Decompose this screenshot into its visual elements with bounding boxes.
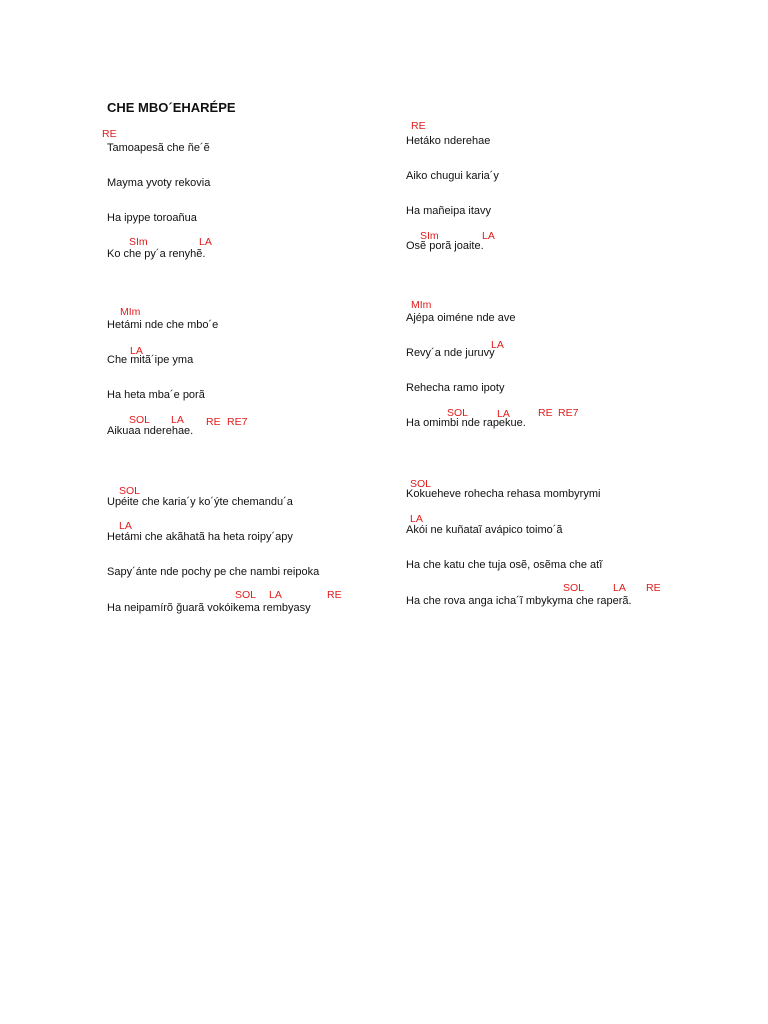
- chord: RE: [646, 582, 661, 594]
- chord: SIm: [129, 236, 148, 248]
- lyric-line: Ha mañeipa itavy: [406, 205, 491, 217]
- lyric-line: Che mitã´ipe yma: [107, 354, 194, 366]
- chord: SOL: [235, 589, 257, 601]
- lyric-line: Revy´a nde juruvy: [406, 347, 495, 359]
- chord: SOL: [410, 478, 432, 490]
- chord: LA: [613, 582, 626, 594]
- chord: LA: [119, 520, 132, 532]
- chord: SIm: [420, 230, 439, 242]
- lyric-line: Osẽ porã joaite.: [406, 240, 484, 252]
- lyric-line: Upéite che karia´y ko´ýte chemandu´a: [107, 496, 293, 508]
- chord: RE7: [558, 407, 579, 419]
- lyric-line: Hetámi che akãhatã ha heta roipy´apy: [107, 531, 293, 543]
- lyric-line: Rehecha ramo ipoty: [406, 382, 505, 394]
- lyric-line: Aikuaa nderehae.: [107, 425, 194, 437]
- chord: RE7: [227, 416, 248, 428]
- lyric-line: Ha omimbi nde rapekue.: [406, 417, 526, 429]
- lyric-line: Aiko chugui karia´y: [406, 170, 499, 182]
- lyric-line: Ha heta mba´e porã: [107, 389, 205, 401]
- chord: SOL: [129, 414, 151, 426]
- chord: RE: [327, 589, 342, 601]
- chord: LA: [482, 230, 495, 242]
- chord: LA: [199, 236, 212, 248]
- chord: SOL: [119, 485, 141, 497]
- chord: MIm: [120, 306, 141, 318]
- lyric-line: Kokueheve rohecha rehasa mombyrymi: [406, 488, 601, 500]
- lyric-line: Hetáko nderehae: [406, 135, 491, 147]
- lyric-line: Ha che katu che tuja osẽ, osẽma che atĩ: [406, 559, 603, 571]
- lyric-line: Ha che rova anga icha´ĩ mbykyma che raperã.: [406, 595, 632, 607]
- chord: RE: [538, 407, 553, 419]
- lyric-line: Mayma yvoty rekovia: [107, 177, 211, 189]
- lyric-line: Tamoapesã che ñe´ẽ: [107, 142, 210, 154]
- chord: MIm: [411, 299, 432, 311]
- lyric-line: Ko che py´a renyhẽ.: [107, 248, 206, 260]
- lyric-line: Akói ne kuñataĩ avápico toimo´ã: [406, 524, 563, 536]
- lyric-line: Ha ipype toroañua: [107, 212, 197, 224]
- lyric-line: Ajépa oiméne nde ave: [406, 312, 516, 324]
- chord: LA: [269, 589, 282, 601]
- chord: LA: [497, 408, 510, 420]
- song-title: CHE MBO´EHARÉPE: [107, 100, 236, 115]
- chord: SOL: [563, 582, 585, 594]
- chord: SOL: [447, 407, 469, 419]
- chord: RE: [411, 120, 426, 132]
- chord: RE: [102, 128, 117, 140]
- chord: LA: [410, 513, 423, 525]
- lyric-line: Sapy´ánte nde pochy pe che nambi reipoka: [107, 566, 320, 578]
- chord: LA: [491, 339, 504, 351]
- chord: LA: [130, 345, 143, 357]
- chord: RE: [206, 416, 221, 428]
- lyric-line: Hetámi nde che mbo´e: [107, 319, 219, 331]
- chord: LA: [171, 414, 184, 426]
- lyric-line: Ha neipamírõ ğuarã vokóikema rembyasy: [107, 602, 311, 614]
